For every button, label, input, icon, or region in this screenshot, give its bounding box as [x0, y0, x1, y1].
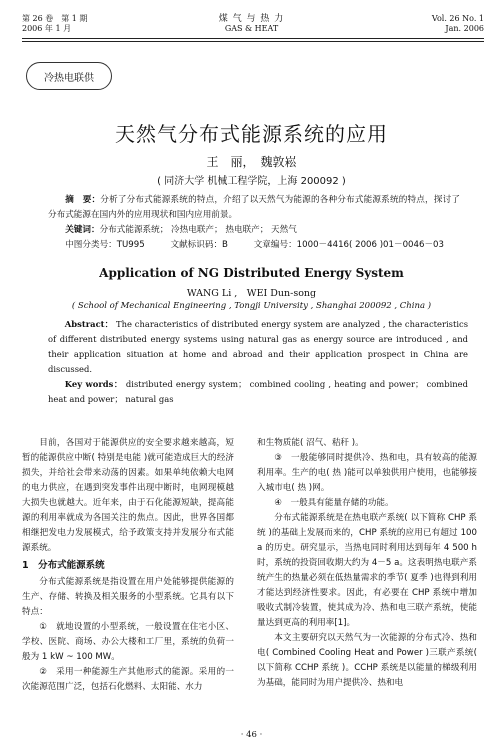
body-left-column [22, 436, 234, 695]
paragraph: 分布式能源系统是在热电联产系统( 以下简称 CHP 系统 )的基础上发展而来的，CHP 系统的应用已有超过 100 a 的历史。研究显示，当热电同时利用达到每年 4 500 h 时，系统的投资回收期大约为 4－5 a。这表明热电联产系统产生的热量必须在低热量需求的季节( 夏季 )也得到利用才能达到经济性要求。因此，有必要在 CHP 系统中增加吸收式制冷装置，使其成为冷、热和电三联产系统，使能量达到更高的利用率[1]。 [257, 513, 477, 628]
keywords-en-label: Key words： [64, 379, 123, 389]
affiliation-cn: ( 同济大学 机械工程学院，上海 200092 ) [157, 176, 346, 187]
journal-name: 煤 气 与 热 力 GAS & HEAT [218, 14, 285, 33]
authors-cn: 王 丽， 魏敦崧 [206, 155, 297, 169]
keywords-en: distributed energy system； combined cooling , heating and power； combined heat and power； natural gas [48, 379, 468, 404]
header-rule [22, 38, 484, 39]
paragraph: ④ 一般具有能量存储的功能。 [274, 498, 394, 508]
paragraph: 分布式能源系统是指设置在用户处能够提供能源的生产、存储、转换及相关服务的小型系统。它具有以下特点： [22, 577, 234, 617]
paragraph: 目前，各国对于能源供应的安全要求越来越高，短暂的能源供应中断( 特别是电能 )就可能造成巨大的经济损失，并给社会带来动荡的因素。如果单纯依赖大电网的电力供应，在遇到突发事件出现中断时，电网现模越大损失也就越大。近年来，由于石化能源短缺，提高能源的利用率就成为各国关注的焦点。因此，世界各国都相继把发电力发展模式，给予政策支持并发展分布式能源系统。 [22, 438, 234, 553]
classification-line: 中图分类号：TU995 文献标识码：B 文章编号：1000－4416( 2006 )01－0046－03 [65, 240, 444, 250]
body-right-column [257, 436, 477, 691]
abstract-en-text: The characteristics of distributed energy system are analyzed , the characteristics of different distributed energy systems using natural gas as energy source are introduced , and their application situation at home and abroad and their application prospect in China are discussed. [48, 319, 468, 374]
paragraph: 本文主要研究以天然气为一次能源的分布式冷、热和电( Combined Cooling Heat and Power )三联产系统( 以下简称 CCHP 系统 )。CCHP 系统是以能量的梯级利用为基础，能同时为用户提供冷、热和电 [257, 633, 477, 688]
abstract-en [48, 317, 468, 407]
abstract-cn [48, 193, 460, 253]
section-heading: 1 分布式能源系统 [22, 560, 105, 571]
paragraph: ③ 一般能够同时提供冷、热和电，具有较高的能源利用率。生产的电( 热 )能可以单独供用户使用，也能够接入城市电( 热 )网。 [257, 453, 477, 493]
journal-issue: Vol. 26 No. 1 Jan. 2006 [431, 14, 484, 33]
abstract-cn-label: 摘 要： [65, 195, 101, 205]
abstract-en-label: Abstract： [64, 319, 114, 329]
title-cn: 天然气分布式能源系统的应用 [115, 122, 388, 146]
header-rule-thin [22, 41, 484, 42]
section-tag: 冷热电联供 [26, 62, 112, 90]
paragraph: ② 采用一种能源生产其他形式的能源。采用的一次能源范围广泛，包括石化燃料、太阳能、水力 [22, 667, 234, 692]
affiliation-en: ( School of Mechanical Engineering , Tongji University , Shanghai 200092 , China ) [71, 301, 432, 311]
keywords-cn-label: 关键词： [65, 225, 100, 235]
paragraph: ① 就地设置的小型系统，一般设置在住宅小区、学校、医院、商场、办公大楼和工厂里，系统的负荷一般为 1 kW ~ 100 MW。 [22, 622, 234, 662]
abstract-cn-text: 分析了分布式能源系统的特点，介绍了以天然气为能源的各种分布式能源系统的特点，探讨了分布式能源在国内外的应用现状和国内应用前景。 [48, 195, 460, 220]
paragraph: 和生物质能( 沼气、秸秆 )。 [257, 438, 364, 448]
page-number: · 46 · [240, 730, 263, 740]
journal-volume: 第 26 卷 第 1 期 2006 年 1 月 [22, 14, 88, 33]
authors-en: WANG Li , WEI Dun-song [186, 288, 317, 299]
keywords-cn: 分布式能源系统； 冷热电联产； 热电联产； 天然气 [99, 225, 297, 235]
title-en: Application of NG Distributed Energy System [99, 266, 404, 280]
